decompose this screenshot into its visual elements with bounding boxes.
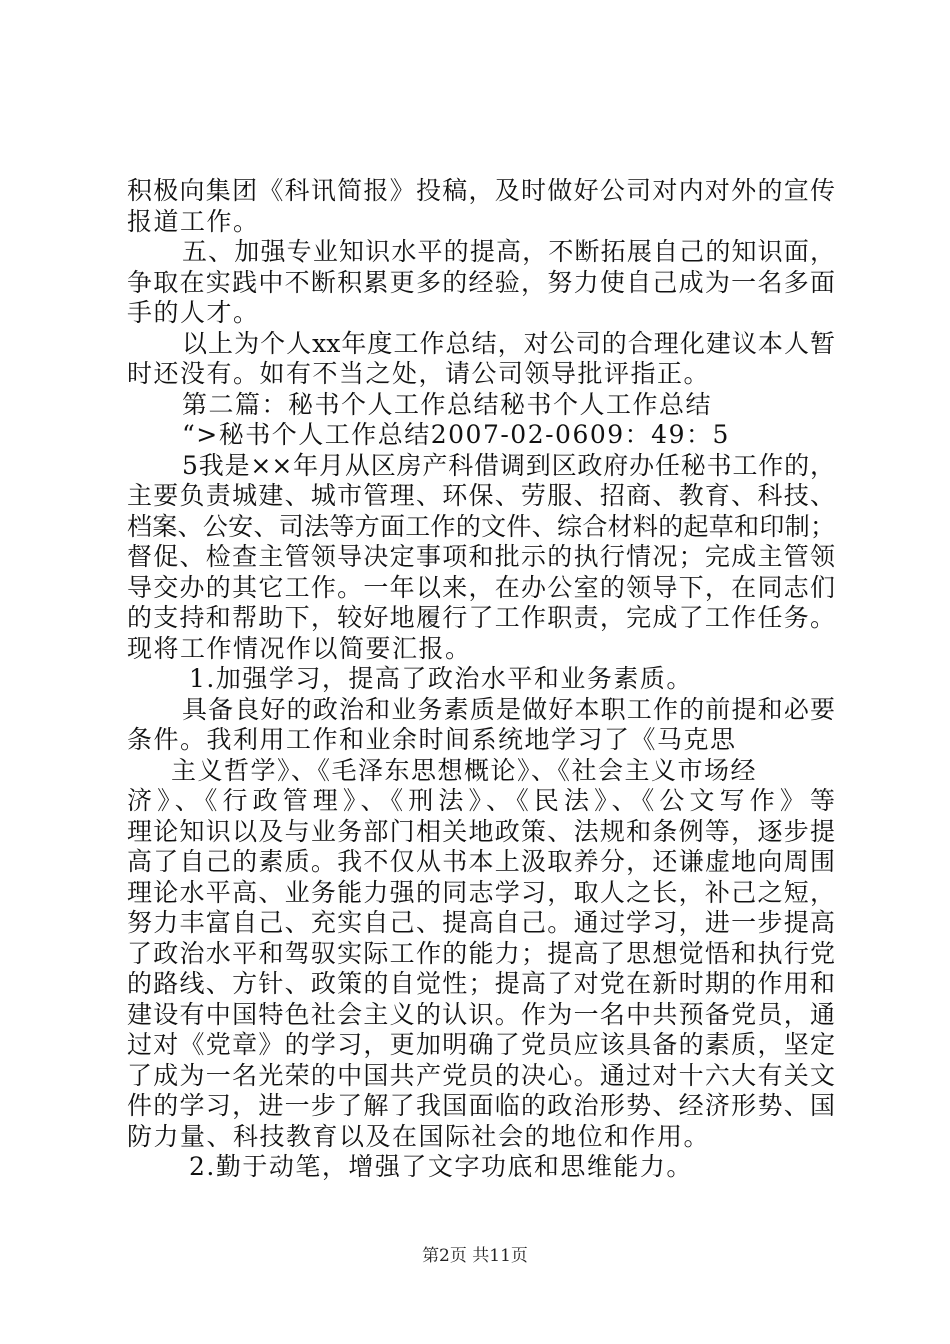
text-line: 济》、《行政管理》、《刑法》、《民法》、《公文写作》等 xyxy=(127,786,835,815)
text-line: 导交办的其它工作。一年以来，在办公室的领导下，在同志们 xyxy=(127,572,835,602)
text-line: 以上为个人xx年度工作总结，对公司的合理化建议本人暂 xyxy=(182,328,835,358)
section-heading: 第二篇：秘书个人工作总结秘书个人工作总结 xyxy=(182,389,713,419)
text-line: 理论水平高、业务能力强的同志学习，取人之长，补己之短， xyxy=(127,877,835,907)
text-line: 督促、检查主管领导决定事项和批示的执行情况；完成主管领 xyxy=(127,542,835,571)
text-line: 的支持和帮助下，较好地履行了工作职责，完成了工作任务。 xyxy=(127,603,835,632)
text-line: 积极向集团《科讯简报》投稿，及时做好公司对内对外的宣传 xyxy=(127,176,835,205)
text-line: 条件。我利用工作和业余时间系统地学习了《马克思 xyxy=(127,725,737,754)
text-line: 了成为一名光荣的中国共产党员的决心。通过对十六大有关文 xyxy=(127,1060,835,1090)
text-line: 了政治水平和驾驭实际工作的能力；提高了思想觉悟和执行党 xyxy=(127,938,835,968)
text-line: 高了自己的素质。我不仅从书本上汲取养分，还谦虚地向周围 xyxy=(127,847,835,876)
text-line: 争取在实践中不断积累更多的经验，努力使自己成为一名多面 xyxy=(127,267,835,297)
text-line: 防力量、科技教育以及在国际社会的地位和作用。 xyxy=(127,1121,711,1151)
text-line: 主要负责城建、城市管理、环保、劳服、招商、教育、科技、 xyxy=(127,481,835,510)
numbered-heading: 2.勤于动笔，增强了文字功底和思维能力。 xyxy=(189,1152,693,1181)
page-number-footer: 第2页 共11页 xyxy=(422,1246,528,1266)
text-line: 5我是××年月从区房产科借调到区政府办任秘书工作的， xyxy=(182,450,835,480)
text-line: 的路线、方针、政策的自觉性；提高了对党在新时期的作用和 xyxy=(127,969,835,998)
text-line: “>秘书个人工作总结2007-02-0609：49：5 xyxy=(182,420,730,449)
text-line: 现将工作情况作以简要汇报。 xyxy=(127,633,472,663)
text-line: 五、加强专业知识水平的提高，不断拓展自己的知识面， xyxy=(182,237,835,266)
text-line: 件的学习，进一步了解了我国面临的政治形势、经济形势、国 xyxy=(127,1091,835,1120)
text-line: 时还没有。如有不当之处，请公司领导批评指正。 xyxy=(127,359,711,388)
document-body xyxy=(127,176,835,1183)
text-line: 具备良好的政治和业务素质是做好本职工作的前提和必要 xyxy=(182,694,835,724)
text-line: 理论知识以及与业务部门相关地政策、法规和条例等，逐步提 xyxy=(127,816,835,846)
text-line: 档案、公安、司法等方面工作的文件、综合材料的起草和印制； xyxy=(127,511,835,541)
text-line: 报道工作。 xyxy=(127,206,260,236)
text-line: 建设有中国特色社会主义的认识。作为一名中共预备党员，通 xyxy=(127,999,835,1029)
text-line: 过对《党章》的学习，更加明确了党员应该具备的素质，坚定 xyxy=(127,1030,835,1059)
text-line: 努力丰富自己、充实自己、提高自己。通过学习，进一步提高 xyxy=(127,908,835,937)
text-line: 手的人才。 xyxy=(127,298,260,327)
text-line: 主义哲学》、《毛泽东思想概论》、《社会主义市场经 xyxy=(171,755,758,785)
numbered-heading: 1.加强学习，提高了政治水平和业务素质。 xyxy=(189,664,693,693)
